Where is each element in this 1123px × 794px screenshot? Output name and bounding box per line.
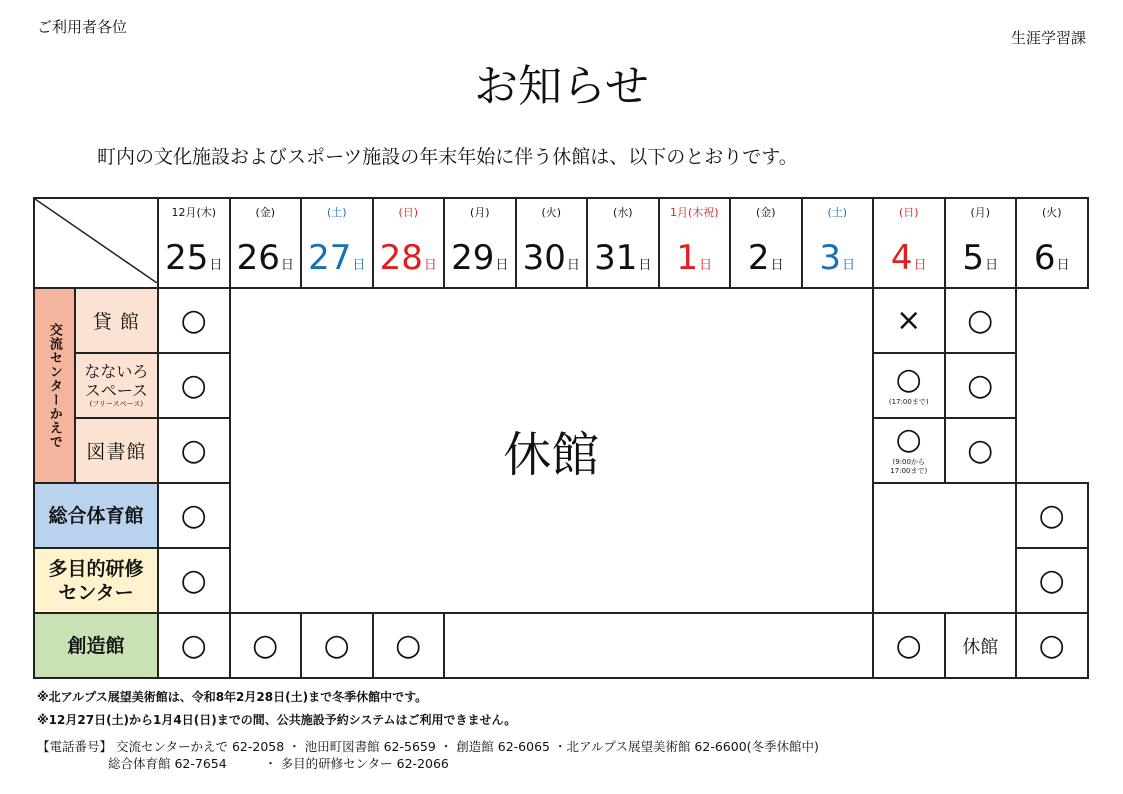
- open-mark: ○: [180, 367, 207, 403]
- open-mark: ○: [967, 432, 994, 468]
- group-label-cell: [34, 288, 75, 483]
- day-header: [516, 198, 588, 288]
- cell-5-nanairo: [873, 353, 945, 418]
- row-label-gym: [34, 483, 158, 548]
- cell-5-gym: [873, 483, 1016, 548]
- day-header: [730, 198, 802, 288]
- phone-line-1: 【電話番号】 交流センターかえで 62-2058 ・ 池田町図書館 62-5659 ・ 創造館 62-6065 ・北アルプス展望美術館 62-6600(冬季休館中): [37, 739, 819, 754]
- cell-26-souzou: [230, 613, 302, 678]
- open-mark: ○: [967, 302, 994, 338]
- day-number: [874, 239, 944, 285]
- open-mark: ○: [180, 432, 207, 468]
- weekday-label: (日): [898, 206, 919, 219]
- cell-5-souzou: [945, 613, 1017, 678]
- cell-27-souzou: [301, 613, 373, 678]
- label-nanairo-sub: (フリースペース): [89, 400, 144, 408]
- weekday-label: (月): [970, 206, 991, 219]
- day-unit: 日: [842, 258, 856, 273]
- cell-5-library: [873, 418, 945, 483]
- day-number: [159, 239, 229, 285]
- open-mark: ○: [967, 367, 994, 403]
- open-mark: ○: [323, 627, 350, 663]
- row-label-souzou: [34, 613, 158, 678]
- weekday-label: (月): [469, 206, 490, 219]
- label-gym: 総合体育館: [48, 504, 144, 527]
- cell-6-nanairo: [945, 353, 1017, 418]
- row-label-kashikan: [75, 288, 158, 353]
- day-number-value: 26: [236, 238, 280, 278]
- day-number-value: 27: [308, 238, 352, 278]
- day-header: [230, 198, 302, 288]
- day-number: [660, 239, 730, 285]
- day-number-value: 1: [676, 238, 699, 278]
- label-nanairo-1: なないろ: [84, 362, 149, 381]
- day-number-value: 4: [890, 238, 913, 278]
- day-header: [158, 198, 230, 288]
- day-unit: 日: [913, 258, 927, 273]
- label-nanairo-2: スペース: [84, 381, 148, 400]
- day-number: [946, 239, 1016, 285]
- day-number-value: 28: [379, 238, 423, 278]
- open-mark: ○: [180, 302, 207, 338]
- department: 生涯学習課: [1010, 29, 1086, 47]
- day-number-value: 31: [594, 238, 638, 278]
- cell-closed-souzou: [444, 613, 873, 678]
- cell-6-gym: [1016, 483, 1088, 548]
- day-number: [231, 239, 301, 285]
- note-from9-1: (9:00から: [892, 458, 925, 466]
- row-label-tamokuteki: [34, 548, 158, 613]
- open-mark: ○: [395, 627, 422, 663]
- cell-25-souzou: [158, 613, 230, 678]
- cell-6-tamokuteki: [1016, 548, 1088, 613]
- cell-25-nanairo: [158, 353, 230, 418]
- day-header: [1016, 198, 1088, 288]
- weekday-label: (水): [612, 206, 633, 219]
- weekday-label: (土): [827, 206, 848, 219]
- cell-6-kashikan: [945, 288, 1017, 353]
- open-mark: ○: [1038, 497, 1065, 533]
- open-mark: ○: [1038, 562, 1065, 598]
- weekday-label: 12月(木): [171, 206, 217, 219]
- weekday-label: (火): [1041, 206, 1062, 219]
- open-mark: ○: [895, 422, 922, 457]
- day-header: [444, 198, 516, 288]
- day-number: [803, 239, 873, 285]
- day-header: [873, 198, 945, 288]
- day-unit: 日: [209, 258, 223, 273]
- weekday-label: 1月(木祝): [669, 206, 719, 219]
- day-header: [659, 198, 731, 288]
- label-library: 図書館: [86, 441, 147, 463]
- weekday-label: (土): [326, 206, 347, 219]
- group-label: 交流センターかえで: [46, 322, 62, 449]
- day-header: [802, 198, 874, 288]
- day-header: [587, 198, 659, 288]
- open-mark: ○: [180, 497, 207, 533]
- day-unit: 日: [566, 258, 580, 273]
- weekday-label: (日): [398, 206, 419, 219]
- day-header: [945, 198, 1017, 288]
- day-number: [517, 239, 587, 285]
- row-kashikan: [34, 288, 1088, 353]
- day-number: [731, 239, 801, 285]
- row-label-nanairo: [75, 353, 158, 418]
- note-until-17: (17:00まで): [888, 397, 929, 406]
- closed-small: 休館: [962, 636, 999, 658]
- day-number: [1017, 239, 1087, 285]
- day-unit: 日: [638, 258, 652, 273]
- day-unit: 日: [770, 258, 784, 273]
- weekday-label: (火): [541, 206, 562, 219]
- cell-5-kashikan: [873, 288, 945, 353]
- footnote-reservation: ※12月27日(土)から1月4日(日)までの間、公共施設予約システムはご利用できません。: [37, 713, 517, 727]
- addressee: ご利用者各位: [37, 18, 128, 36]
- cell-25-library: [158, 418, 230, 483]
- day-number-value: 5: [962, 238, 985, 278]
- label-souzou: 創造館: [67, 634, 125, 657]
- diagonal-line: [35, 199, 157, 283]
- cell-28-souzou: [373, 613, 445, 678]
- closed-label: 休館: [503, 427, 600, 483]
- day-number: [445, 239, 515, 285]
- cell-25-tamokuteki: [158, 548, 230, 613]
- row-souzou: [34, 613, 1088, 678]
- cell-6-souzou: [1016, 613, 1088, 678]
- page-title: お知らせ: [474, 61, 649, 112]
- day-unit: 日: [352, 258, 366, 273]
- day-number: [302, 239, 372, 285]
- footnote-museum: ※北アルプス展望美術館は、令和8年2月28日(土)まで冬季休館中です。: [37, 690, 428, 704]
- note-from9-2: 17:00まで): [890, 467, 928, 475]
- corner-cell: [34, 198, 158, 288]
- day-number-value: 3: [819, 238, 842, 278]
- open-mark: ○: [895, 361, 922, 397]
- day-number-value: 30: [522, 238, 566, 278]
- intro-text: 町内の文化施設およびスポーツ施設の年末年始に伴う休館は、以下のとおりです。: [97, 146, 798, 168]
- open-mark: ○: [180, 627, 207, 663]
- weekday-label: (金): [755, 206, 776, 219]
- weekday-label: (金): [255, 206, 276, 219]
- date-header-row: [34, 198, 1088, 288]
- day-unit: 日: [1056, 258, 1070, 273]
- day-header: [373, 198, 445, 288]
- day-unit: 日: [423, 258, 437, 273]
- day-number-value: 29: [451, 238, 495, 278]
- cell-6-library: [945, 418, 1017, 483]
- closed-mark: ×: [896, 302, 922, 338]
- day-unit: 日: [985, 258, 999, 273]
- day-number: [588, 239, 658, 285]
- open-mark: ○: [180, 562, 207, 598]
- day-unit: 日: [280, 258, 294, 273]
- cell-5-tamokuteki: [873, 548, 1016, 613]
- label-tamokuteki-2: センター: [58, 581, 134, 604]
- cell-25-gym: [158, 483, 230, 548]
- cell-25-kashikan: [158, 288, 230, 353]
- day-number-value: 2: [747, 238, 770, 278]
- open-mark: ○: [1038, 627, 1065, 663]
- day-number: [374, 239, 444, 285]
- phone-line-2: 総合体育館 62-7654 ・ 多目的研修センター 62-2066: [108, 756, 449, 771]
- day-unit: 日: [699, 258, 713, 273]
- open-mark: ○: [252, 627, 279, 663]
- label-tamokuteki-1: 多目的研修: [48, 557, 144, 580]
- row-label-library: [75, 418, 158, 483]
- day-number-value: 25: [165, 238, 209, 278]
- label-kashikan: 貸 館: [92, 311, 140, 333]
- closed-area: [230, 288, 874, 613]
- day-unit: 日: [495, 258, 509, 273]
- open-mark: ○: [895, 627, 922, 663]
- schedule-table: [33, 197, 1089, 679]
- day-header: [301, 198, 373, 288]
- day-number-value: 6: [1033, 238, 1056, 278]
- cell-4-souzou: [873, 613, 945, 678]
